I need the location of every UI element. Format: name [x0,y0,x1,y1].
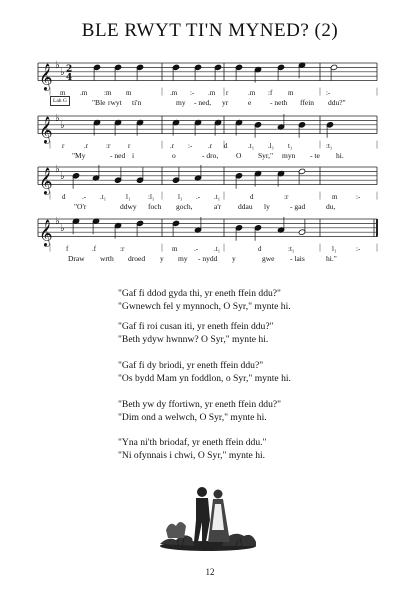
solfa-syllable: :r [106,141,111,150]
flat-sign-icon: ♭ [55,164,60,176]
flat-sign-icon: ♭ [60,170,65,182]
lyric-word: - ned [110,150,126,160]
verse-line: "Os bydd Mam yn foddlon, o Syr," mynte hi. [118,373,291,384]
lyric-word: - te [310,150,320,160]
solfa-syllable: .t₁ [100,192,107,201]
lyric-word: goch, [176,201,193,211]
solfa-syllable: m [172,244,178,253]
solfa-syllable: :l₁ [148,192,155,201]
verse-line: "Gaf fi roi cusan iti, yr eneth ffein ddu?" [118,321,274,332]
verse-3 [118,359,291,385]
solfa-syllable: d [250,192,254,201]
solfa-syllable: :- [326,88,331,97]
solfa-syllable: m [288,88,294,97]
solfa-syllable: :- [190,88,195,97]
verse-line: "Beth yw dy ffortiwn, yr eneth ffein ddu?" [118,399,282,410]
lyric-word: e [248,97,252,107]
solfa-syllable: :r [120,244,125,253]
lyric-word: hi." [326,253,337,263]
lyric-word: a'r [214,201,222,211]
treble-clef-icon: 𝄞 [39,117,53,144]
verse-5 [118,436,266,462]
flat-sign-icon: ♭ [55,216,60,228]
treble-clef-icon: 𝄞 [39,220,53,247]
lyric-word: du, [326,201,336,211]
lyric-word: gwe [262,253,275,263]
lyric-word: Syr," [258,150,274,160]
solfa-syllable: .r [208,141,213,150]
solfa-syllable: :r [284,192,289,201]
solfa-syllable: :f [268,88,273,97]
lyric-word: ffein [300,97,315,107]
time-signature-bottom: 4 [66,73,73,84]
lyric-word: "O'r [74,201,87,211]
solfa-syllable: .r [84,141,89,150]
lyric-word: - dro, [202,150,219,160]
lyric-word: my [176,97,186,107]
treble-clef-icon: 𝄞 [39,64,53,91]
solfa-syllable: .t₁ [248,141,255,150]
lyric-word: "My [72,150,86,160]
verse-line: "Gaf fi ddod gyda thi, yr eneth ffein ddu?" [118,288,281,299]
solfa-syllable: :m [104,88,112,97]
solfa-syllable: m [60,88,66,97]
verse-line: "Ni ofynnais i chwi, O Syr," mynte hi. [118,450,266,461]
solfa-syllable: .t₁ [214,192,221,201]
lyric-word: ly [264,201,270,211]
lyric-word: o [172,150,176,160]
solfa-syllable: .- [196,192,201,201]
solfa-syllable: .t₁ [214,244,221,253]
lyric-word: ti'n [132,97,142,107]
lyric-word: - lais [290,253,305,263]
lyric-word: droed [128,253,146,263]
flat-sign-icon: ♭ [60,66,65,78]
solfa-syllable: .- [194,244,199,253]
solfa-syllable: f [66,244,69,253]
verse-2 [118,320,274,346]
solfa-syllable: .r [170,141,175,150]
solfa-syllable: .l₁ [268,141,275,150]
time-signature-top: 2 [66,64,73,75]
verse-line: "Gwnewch fel y mynnoch, O Syr," mynte hi. [118,301,291,312]
solfa-syllable: r [226,88,229,97]
lyric-word: y [232,253,236,263]
solfa-syllable: :t₁ [288,244,295,253]
solfa-syllable: .m [170,88,178,97]
lyric-word: - neth [270,97,288,107]
lyric-word: Draw [68,253,85,263]
solfa-syllable: d [224,141,228,150]
solfa-syllable: :- [188,141,193,150]
solfa-syllable: d [258,244,262,253]
solfa-syllable: :t₁ [326,141,333,150]
flat-sign-icon: ♭ [55,60,60,72]
lyric-word: "Ble [92,97,106,107]
lyric-word: ddwy [120,201,137,211]
lyric-word: - ned, [194,97,212,107]
solfa-syllable: t₁ [288,141,293,150]
solfa-syllable: r [62,141,65,150]
solfa-syllable: m [126,88,132,97]
key-label: Lah G [50,96,70,106]
page-number: 12 [205,567,215,577]
verse-line: "Dim ond a welwch, O Syr," mynte hi. [118,412,267,423]
solfa-syllable: .f [92,244,97,253]
lyric-word: y [160,253,164,263]
solfa-syllable: :- [356,192,361,201]
solfa-syllable: .- [82,192,87,201]
lyric-word: - gad [290,201,306,211]
verse-4 [118,398,281,424]
lyric-word: wrth [100,253,114,263]
flat-sign-icon: ♭ [55,113,60,125]
lyric-word: ddau [238,201,253,211]
lyric-word: - nydd [198,253,218,263]
solfa-syllable: r [128,141,131,150]
solfa-syllable: .m [208,88,216,97]
solfa-syllable: .m [80,88,88,97]
solfa-syllable: l₁ [178,192,183,201]
flat-sign-icon: ♭ [60,222,65,234]
lyric-word: my [178,253,188,263]
lyric-word: yr [222,97,229,107]
solfa-syllable: l₁ [126,192,131,201]
woodcut-couple-illustration-icon [158,480,258,552]
solfa-syllable: :- [356,244,361,253]
verse-1 [118,287,291,313]
lyric-word: ddu?" [328,97,346,107]
solfa-syllable: l₁ [332,244,337,253]
lyric-word: foch [148,201,162,211]
lyric-word: myn [282,150,296,160]
verse-line: "Beth ydyw hwnnw? O Syr," mynte hi. [118,334,269,345]
lyric-word: rwyt [108,97,122,107]
solfa-syllable: d [62,192,66,201]
verse-line: "Yna ni'th briodaf, yr eneth ffein ddu." [118,437,267,448]
lyric-word: hi. [336,150,344,160]
song-title: BLE RWYT TI'N MYNED? (2) [81,20,339,41]
treble-clef-icon: 𝄞 [39,168,53,195]
lyric-word: O [236,150,242,160]
solfa-syllable: .m [248,88,256,97]
lyric-word: i [132,150,135,160]
flat-sign-icon: ♭ [60,119,65,131]
verse-line: "Gaf fi dy briodi, yr eneth ffein ddu?" [118,360,264,371]
solfa-syllable: m [332,192,338,201]
